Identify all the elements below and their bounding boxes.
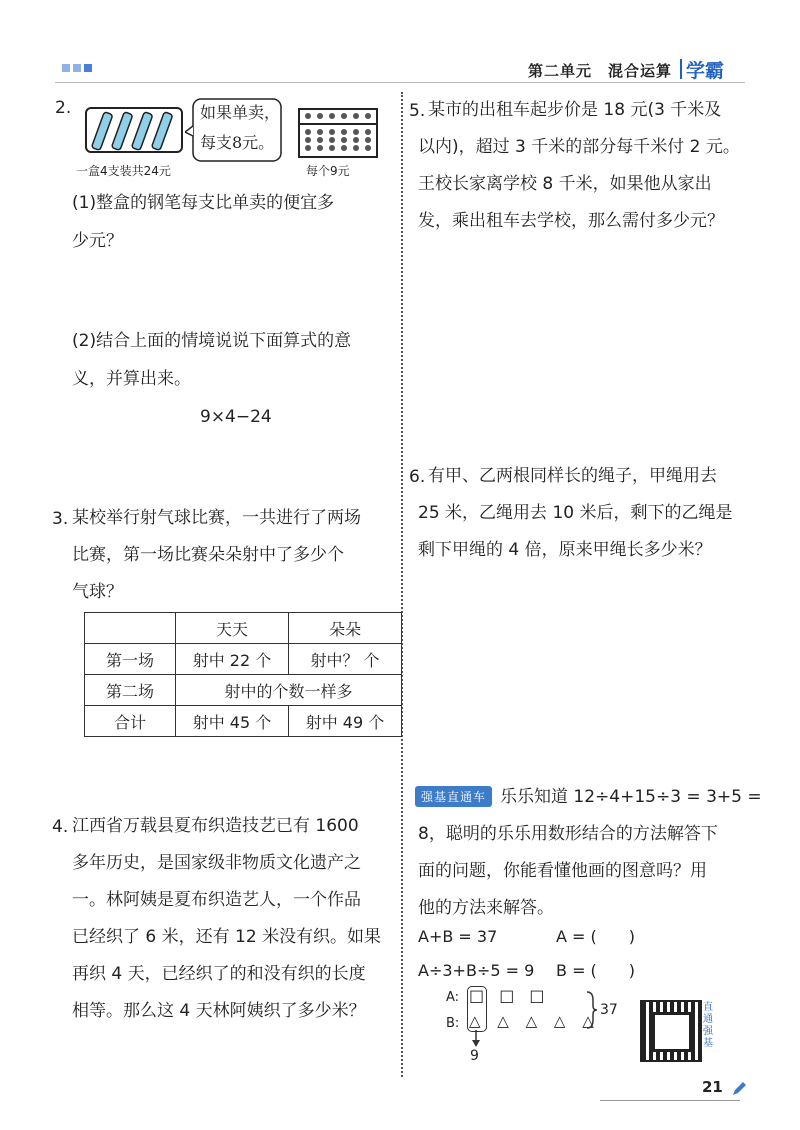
diagram-squares: □ □ □ [469,986,550,1005]
q6-line2: 25 米，乙绳用去 10 米后，剩下的乙绳是 [418,503,733,523]
bonus-line2: 8，聪明的乐乐用数形结合的方法解答下 [418,824,718,844]
q4-line6: 相等。那么这 4 天林阿姨织了多少米？ [72,1001,366,1021]
table-row [85,644,402,675]
diagram-triangles: △ △ △ △ △ [469,1012,600,1030]
abacus-caption: 每个9元 [306,164,350,178]
diagram-label-b: B: [446,1016,460,1031]
logo-divider [680,59,682,79]
bonus-eq1: A+B = 37 [418,927,498,946]
q3-number: 3. [52,509,69,529]
page-number: 21 [702,1078,723,1096]
q2-part1-line2: 少元？ [72,231,123,251]
arrow-down-icon [471,1030,481,1048]
q3-line2: 比赛，第一场比赛朵朵射中了多少个 [72,545,344,565]
table-cell: 射中 45 个 [176,706,289,737]
table-cell: 射中 22 个 [176,644,289,675]
speech-line-1: 如果单卖， [200,103,281,122]
q2-part1-line1: (1)整盒的钢笔每支比单卖的便宜多 [72,193,335,213]
table-row [85,706,402,737]
speech-line-2: 每支8元。 [200,133,275,152]
q6-line3: 剩下甲绳的 4 倍，原来甲绳长多少米？ [418,540,712,560]
q6-line1: 有甲、乙两根同样长的绳子，甲绳用去 [428,466,717,486]
q4-line4: 已经织了 6 米，还有 12 米没有织。如果 [72,927,382,947]
arrow-value: 9 [470,1048,479,1064]
bonus-tag: 强基直通车 [415,786,492,807]
qr-label: 直通强基 [703,1002,713,1049]
table-cell: 射中 49 个 [289,706,402,737]
q2-part2-line2: 义，并算出来。 [72,369,191,389]
footer-rule [600,1100,740,1101]
q2-part2-line1: (2)结合上面的情境说说下面算式的意 [72,331,352,351]
abacus-illustration [298,108,378,158]
bonus-line1: 乐乐知道 12÷4+15÷3 = 3+5 = [500,787,762,807]
table-row [85,675,402,706]
bonus-answer-b[interactable]: B = ( ) [556,961,636,980]
q4-number: 4. [52,817,69,837]
pen-box-caption: 一盒4支装共24元 [76,164,171,178]
q2-formula: 9×4−24 [200,407,272,427]
bonus-eq2: A÷3+B÷5 = 9 [418,961,535,980]
table-cell: 天天 [176,613,289,644]
q4-line5: 再织 4 天，已经织了的和没有织的长度 [72,964,366,984]
q6-number: 6. [409,467,426,487]
table-cell: 射中的个数一样多 [176,675,402,706]
bonus-line3: 面的问题，你能看懂他画的图意吗？用 [418,861,707,881]
score-table [84,612,402,737]
table-cell: 第二场 [85,675,176,706]
q3-line3: 气球？ [72,582,123,602]
table-cell: 射中？ 个 [289,644,402,675]
header-rule [55,82,745,83]
header-decoration [62,64,92,72]
q2-number: 2. [55,98,72,118]
q4-line3: 一。林阿姨是夏布织造艺人，一个作品 [72,890,361,910]
q5-number: 5. [409,101,426,121]
brand-logo: 学霸 [686,60,725,82]
q3-line1: 某校举行射气球比赛，一共进行了两场 [72,508,361,528]
pen-box-illustration [84,100,188,156]
pencil-icon [730,1080,748,1098]
q5-line1: 某市的出租车起步价是 18 元(3 千米及 [428,100,722,120]
q4-line1: 江西省万载县夏布织造技艺已有 1600 [72,816,359,836]
qr-code-center [652,1012,692,1052]
bonus-line4: 他的方法来解答。 [418,898,554,918]
table-row [85,613,402,644]
diagram-label-a: A: [446,990,460,1005]
table-cell [85,613,176,644]
q5-line3: 王校长家离学校 8 千米，如果他从家出 [418,174,712,194]
bonus-answer-a[interactable]: A = ( ) [556,927,636,946]
table-cell: 朵朵 [289,613,402,644]
table-cell: 第一场 [85,644,176,675]
q5-line2: 以内)，超过 3 千米的部分每千米付 2 元。 [418,137,740,157]
unit-title: 第二单元 混合运算 [528,62,673,80]
brace-total: 37 [600,1002,618,1018]
diagram-brace [585,990,599,1030]
q4-line2: 多年历史，是国家级非物质文化遗产之 [72,853,361,873]
table-cell: 合计 [85,706,176,737]
q5-line4: 发，乘出租车去学校，那么需付多少元？ [418,211,724,231]
column-divider [401,92,403,1077]
